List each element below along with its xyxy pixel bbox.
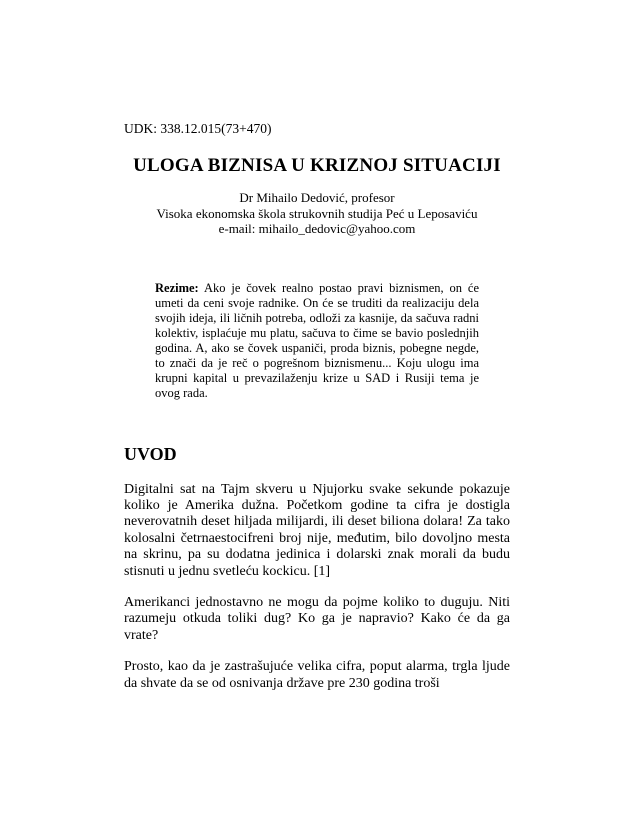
paragraph-intro-1: Digitalni sat na Tajm skveru u Njujorku svake sekunde pokazuje koliko je Amerika dužna. Početkom godine ta cifra je dostigla neverovatnih deset hiljada milijardi, ili deset biliona dolara! Za tako kolosalni četrnaestocifreni broj nije, međutim, bilo dovoljno mesta na skrinu, pa su dodatna jedinica i dolarski znak morali da budu stisnuti u jednu svetleću kockicu. [1]: [124, 481, 510, 579]
abstract-block: [155, 281, 479, 401]
paragraph-intro-3: Prosto, kao da je zastrašujuće velika cifra, poput alarma, trgla ljude da shvate da se od osnivanja države pre 230 godina troši: [124, 659, 510, 691]
author-name: Dr Mihailo Dedović, profesor: [239, 190, 395, 205]
author-block: [124, 190, 510, 237]
paper-title: ULOGA BIZNISA U KRIZNOJ SITUACIJI: [133, 155, 501, 176]
section-heading-uvod: UVOD: [124, 443, 177, 464]
abstract-label: Rezime:: [155, 280, 199, 295]
author-email: e-mail: mihailo_dedovic@yahoo.com: [218, 221, 416, 236]
paragraph-intro-2: Amerikanci jednostavno ne mogu da pojme koliko to duguju. Niti razumeju otkuda toliki dug? Ko ga je napravio? Kako će da ga vrate?: [124, 594, 510, 643]
abstract-text: Ako je čovek realno postao pravi biznismen, on će umeti da ceni svoje radnike. On će se truditi da realizaciju dela svojih ideja, ili ličnih potreba, odloži za kasnije, da sačuva radni kolektiv, isplaćuje mu platu, sačuva to čime se bavio poslednjih godina. A, ako se čovek uspaniči, proda biznis, pobegne negde, to znači da je reč o pogrešnom biznismenu... Koju ulogu ima krupni kapital u prevazilaženju krize u SAD i Rusiji tema je ovog rada.: [155, 280, 480, 400]
udk-classification: UDK: 338.12.015(73+470): [124, 121, 272, 136]
author-affiliation: Visoka ekonomska škola strukovnih studija Peć u Leposaviću: [156, 205, 478, 221]
